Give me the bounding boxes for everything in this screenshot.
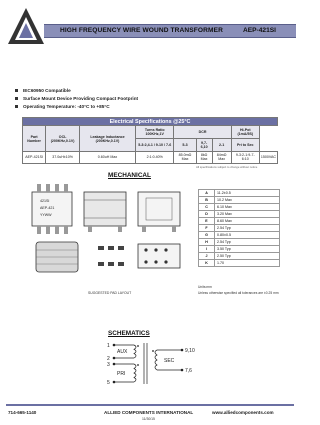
table-cell: 0.60uH Max (80, 152, 136, 163)
marking-line-3: YYWW (40, 213, 52, 217)
marking-line-2: AEP-421 (40, 206, 55, 210)
footer-divider (6, 404, 294, 406)
pin-label: 3 (107, 362, 110, 368)
footer-website-link[interactable]: www.alliedcomponents.com (212, 410, 274, 415)
mechanical-drawing (28, 178, 188, 278)
table-subheader: 5-3 (174, 139, 196, 152)
pad-layout-label: SUGGESTED PAD LAYOUT (88, 291, 132, 295)
revision-date: 11/30/15 (142, 417, 155, 421)
pin-label: 2 (107, 356, 110, 362)
footer-company: ALLIED COMPONENTS INTERNATIONAL (104, 410, 194, 415)
pin-label: 7,6 (185, 368, 192, 374)
table-row: J 2.50 Typ (199, 253, 280, 260)
table-row: E 8.60 Max (199, 218, 280, 225)
table-row: G 0.80±0.5 (199, 232, 280, 239)
table-row: B 10.2 Max (199, 197, 280, 204)
table-row: F 2.54 Typ (199, 225, 280, 232)
table-row: D 3.20 Max (199, 211, 280, 218)
part-number: AEP-421SI (243, 27, 276, 34)
table-header: Part Number (23, 126, 46, 152)
schematic-diagram (90, 340, 220, 390)
table-subheader: Pri to Sec (231, 139, 259, 152)
table-cell: 9-3:2-1:9-7-6:10 (231, 152, 259, 163)
table-cell: 37.0uH±10% (46, 152, 80, 163)
table-header: Leakage Inductance (200KHz,0.1V) (80, 126, 136, 152)
footer-phone: 714-665-1140 (8, 410, 37, 415)
table-subheader: 9,7-6,10 (196, 139, 212, 152)
bullet-icon (15, 105, 18, 108)
units-note: Units:mm (198, 285, 212, 289)
table-subheader: 5-3:2,4-1 / 9-10 / 7-6 (135, 139, 173, 152)
feature-item: IEC60950 Compatible (15, 88, 71, 93)
pin-label: 5 (107, 380, 110, 386)
section-title-mechanical: MECHANICAL (108, 172, 151, 179)
table-title: Electrical Specifications @25°C (23, 118, 278, 126)
table-header: Turns Ratio 100KHz,1V (135, 126, 173, 139)
marking-line-1: 421SI (40, 199, 50, 203)
table-header: Hi-Pot (1mA/5S) (231, 126, 259, 139)
table-cell: 1500VAC (259, 152, 277, 163)
spec-note: All specifications subject to change without notice (196, 165, 258, 169)
table-cell: 2:1:0.40% (135, 152, 173, 163)
table-cell: 84mΩ Max (212, 152, 231, 163)
dimensions-table (198, 189, 280, 267)
table-cell: 8kΩ Max (196, 152, 212, 163)
electrical-spec-table (22, 117, 278, 164)
table-row: H 2.54 Typ (199, 239, 280, 246)
tolerance-note: Unless otherwise specified all tolerances are ±0.25 mm (198, 291, 279, 295)
bullet-icon (15, 89, 18, 92)
feature-item: Operating Temperature: -40°C to +85°C (15, 104, 110, 109)
pin-label: 1 (107, 343, 110, 349)
winding-label-sec: SEC (164, 358, 175, 364)
table-cell: 85.0mΩ Max (174, 152, 196, 163)
section-title-schematics: SCHEMATICS (108, 330, 150, 337)
winding-label-pri: PRI (117, 371, 126, 377)
table-header: OCL (200KHz,0.1V) (46, 126, 80, 152)
winding-label-aux: AUX (117, 349, 128, 355)
company-logo-icon (6, 6, 46, 46)
table-row: C 6.10 Max (199, 204, 280, 211)
bullet-icon (15, 97, 18, 100)
table-cell: AEP-421SI (23, 152, 46, 163)
table-row: A 11.2±0.5 (199, 190, 280, 197)
table-row: I 3.50 Typ (199, 246, 280, 253)
pin-label: 9,10 (185, 348, 195, 354)
table-row: K 1.70 (199, 260, 280, 267)
page-title: HIGH FREQUENCY WIRE WOUND TRANSFORMER (60, 27, 223, 34)
table-subheader: 2-1 (212, 139, 231, 152)
feature-item: Surface Mount Device Providing Compact Footprint (15, 96, 138, 101)
table-header: DCR (174, 126, 231, 139)
